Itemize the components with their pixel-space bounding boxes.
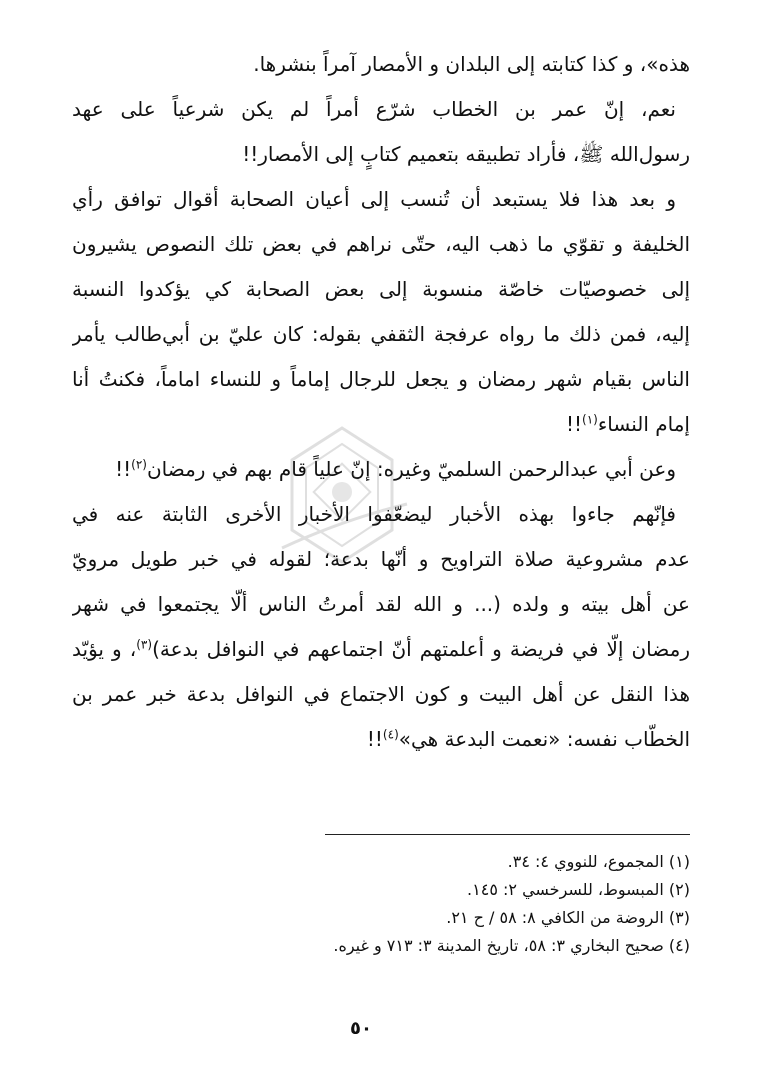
text-line: فإنّهم جاءوا بهذه الأخبار ليضعّفوا الأخبار الأخرى الثابتة عنه في: [72, 502, 676, 526]
line-text-tail: !!: [115, 457, 132, 481]
text-line: إليه، فمن ذلك ما رواه عرفجة الثقفي بقوله: كان عليّ بن أبي‌طالب يأمر: [72, 322, 690, 346]
text-line: رسول‌الله ﷺ، فأراد تطبيقه بتعميم كتابٍ إلى الأمصار!!: [242, 142, 690, 166]
footnotes: [200, 848, 690, 960]
line-text: رمضان إلّا في فريضة و أعلمتهم أنّ اجتماعهم في النوافل بدعة): [152, 637, 690, 661]
footnote-ref-2[interactable]: (٢): [131, 457, 147, 472]
text-line: هذا النقل عن أهل البيت و كون الاجتماع في النوافل بدعة خبر عمر بن: [72, 682, 690, 706]
body-text: [72, 42, 690, 762]
line-text: وعن أبي عبدالرحمن السلميّ وغيره: إنّ علياً قام بهم في رمضان: [146, 457, 676, 481]
footnote-ref-3[interactable]: (٣): [136, 637, 153, 652]
footnote-4: (٤) صحيح البخاري ٣: ٥٨، تاريخ المدينة ٣: ٧١٣ و غيره.: [333, 936, 690, 955]
text-line: الخليفة و تقوّي ما ذهب اليه، حتّى نراهم في بعض تلك النصوص يشيرون: [72, 232, 690, 256]
line-text: إمام النساء: [597, 412, 690, 436]
text-line: هذه»، و كذا كتابته إلى البلدان و الأمصار آمراً بنشرها.: [253, 52, 690, 76]
footnote-ref-4[interactable]: (٤): [382, 727, 399, 742]
text-line: نعم، إنّ عمر بن الخطاب شرّع أمراً لم يكن شرعياً على عهد: [72, 97, 676, 121]
text-line: و بعد هذا فلا يستبعد أن تُنسب إلى أعيان الصحابة أقوال توافق رأي: [72, 187, 676, 211]
library-watermark-icon: [272, 420, 412, 570]
text-line: الناس بقيام شهر رمضان و يجعل للرجال إماماً و للنساء اماماً، فكنتُ أنا: [72, 367, 690, 391]
text-line: عن أهل بيته و ولده (... و الله لقد أمرتُ الناس ألّا يجتمعوا في شهر: [72, 592, 690, 616]
footnote-1: (١) المجموع، للنووي ٤: ٣٤.: [507, 852, 690, 871]
text-line: [72, 627, 690, 672]
footnote-3: (٣) الروضة من الكافي ٨: ٥٨ / ح ٢١.: [446, 908, 690, 927]
line-text-tail: !!: [366, 727, 383, 751]
footnote-divider: [325, 834, 690, 835]
line-text: الخطّاب نفسه: «نعمت البدعة هي»: [398, 727, 690, 751]
page-number: ٥٠: [350, 1018, 372, 1039]
line-text-tail: ، و يؤيّد: [72, 637, 137, 661]
footnote-ref-1[interactable]: (١): [582, 412, 598, 427]
line-text-tail: !!: [565, 412, 583, 436]
text-line: [72, 717, 690, 762]
footnote-2: (٢) المبسوط، للسرخسي ٢: ١٤٥.: [467, 880, 690, 899]
text-line: إلى خصوصيّات خاصّة منسوبة إلى بعض الصحابة كي يؤكدوا النسبة: [72, 277, 690, 301]
text-line: عدم مشروعية صلاة التراويح و أنّها بدعة؛ لقوله في خبر طويل مرويّ: [72, 547, 690, 571]
